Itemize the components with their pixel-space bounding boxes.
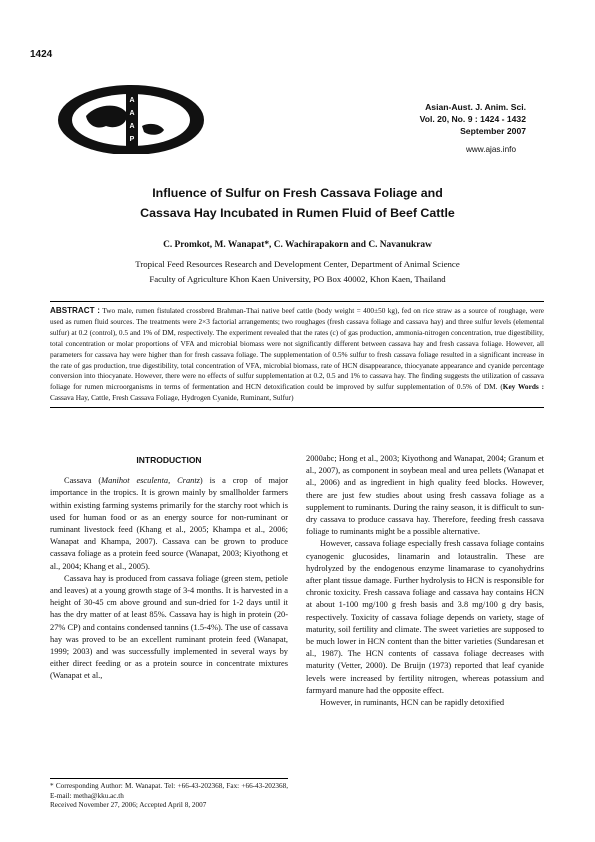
paragraph-text: Cassava ( bbox=[64, 476, 102, 486]
affiliation-line: Faculty of Agriculture Khon Kaen University, PO Box 40002, Khon Kaen, Thailand bbox=[149, 274, 446, 284]
abstract-body: Two male, rumen fistulated crossbred Brahman-Thai native beef cattle (body weight = 400±50 kg), fed on rice straw as a source of roughage, were used as rumen fluid sources. The treatments were 2×3 factorial arrangements; two roughages (fresh cassava foliage and cassava hay) and three sulfur levels (elemental sulfur) at 0.2 (control), 0.5 and 1% of DM, respectively. The experiment revealed that the rates (c) of gas production, ammonia-nitrogen concentration, true digestibility, total concentration or molar proportions of VFA and microbial biomass were not significantly different between cassava hay and fresh cassava foliage. However, all parameters for cassava hay were higher than for fresh cassava foliage. The supplementation of 0.5% sulfur to fresh cassava foliage resulted in a significant increase in the rate of gas production, true digestibility, total concentration of VFA, microbial biomass, rate of HCN disappearance, thiocyanate appearance and cyanide percentage conversion into thiocyanate. However, there were no effects of sulfur supplementation at 0.2, 0.5 and 1% to cassava hay. The finding suggests the utilization of cassava foliage for rumen microorganisms in terms of fermentation and HCN detoxification could be improved by sulfur supplementation of 0.5% of DM. ( bbox=[50, 306, 544, 392]
logo-letter: A bbox=[129, 110, 135, 117]
authors: C. Promkot, M. Wanapat*, C. Wachirapakorn and C. Navanukraw bbox=[163, 240, 432, 250]
species-name: Manihot esculenta, Crantz bbox=[101, 476, 200, 486]
page-number: 1424 bbox=[30, 49, 53, 60]
journal-volume: Vol. 20, No. 9 : 1424 - 1432 bbox=[419, 114, 526, 124]
paragraph: However, cassava foliage especially fresh cassava foliage contains cyanogenic glucosides, linamarin and lotaustralin. These are hydrolyzed by the endogenous enzyme linamarase to cyanohydrins after plant tissue damage. Further hydrolysis to HCN is responsible for chronic toxicity. Fresh cassava foliage and cassava hay contains HCN at about 1-100 mg/100 g fresh basis and 3.8 mg/100 g dry basis, respectively. Toxicity of cassava foliage depends on variety, stage of maturity, soil fertility and climate. The sweet varieties are supposed to be much lower in HCN content than the bitter varieties (Sundaresan et al., 1987). The HCN contents of cassava foliage decreases with maturity (Vetter, 2000). De Bruijn (1973) reported that leaf cyanide levels were increased by fertility nitrogen, whereas potassium and farmyard manure had the opposite effect. bbox=[306, 539, 544, 695]
title-line: Cassava Hay Incubated in Rumen Fluid of Beef Cattle bbox=[140, 206, 455, 220]
keywords: Cassava Hay, Cattle, Fresh Cassava Foliage, Hydrogen Cyanide, Ruminant, Sulfur) bbox=[50, 393, 294, 403]
abstract-label: ABSTRACT : bbox=[50, 306, 101, 315]
corresponding-author: * Corresponding Author: M. Wanapat. Tel: +66-43-202368, Fax: +66-43-202368, E-mail: metha@kku.ac.th bbox=[50, 782, 288, 800]
footnote bbox=[50, 778, 288, 811]
journal-info bbox=[420, 101, 526, 137]
journal-name: Asian-Aust. J. Anim. Sci. bbox=[425, 102, 526, 112]
title-line: Influence of Sulfur on Fresh Cassava Foliage and bbox=[152, 186, 443, 200]
paragraph: 2000abc; Hong et al., 2003; Kiyothong and Wanapat, 2004; Granum et al., 2007), as component in soybean meal and urea pellets (Wanapat et al., 2006) and as ingredient in high quality feed blocks. However, there are just few studies about using fresh cassava foliage as a supplement to ruminants. During the rainy season, it is difficult to sun-dry cassava to produce cassava hay. Therefore, feeding fresh cassava foliage to ruminants might be a possible alternative. bbox=[306, 454, 544, 537]
paper-title bbox=[0, 183, 595, 223]
affiliation bbox=[0, 257, 595, 287]
abstract bbox=[50, 301, 544, 408]
affiliation-line: Tropical Feed Resources Research and Development Center, Department of Animal Science bbox=[135, 259, 460, 269]
journal-date: September 2007 bbox=[460, 126, 526, 136]
right-column bbox=[306, 453, 544, 709]
keywords-label: Key Words : bbox=[502, 382, 544, 392]
paragraph bbox=[50, 475, 288, 573]
aaaap-logo bbox=[56, 80, 206, 154]
journal-website[interactable]: www.ajas.info bbox=[465, 145, 516, 154]
left-column bbox=[50, 451, 288, 683]
section-heading: INTRODUCTION bbox=[136, 455, 202, 465]
paragraph: Cassava hay is produced from cassava foliage (green stem, petiole and leaves) at a young growth stage of 3-4 months. It is harvested in a height of 30-45 cm above ground and sun-dried for 1-2 days until it has the dry matter of at least 85%. Cassava hay is high in protein (20-27% CP) and contains condensed tannins (1.5-4%). The use of cassava hay was proved to be an excellent ruminant protein feed (Wanapat, 1999; 2003) and was successfully implemented in several ways by either direct feeding or as a protein source in concentrate mixtures (Wanapat et al., bbox=[50, 573, 288, 681]
logo-letter: P bbox=[129, 136, 135, 143]
aaaap-emblem-icon bbox=[56, 80, 206, 154]
logo-letter: A bbox=[129, 97, 135, 104]
received-dates: Received November 27, 2006; Accepted April 8, 2007 bbox=[50, 801, 207, 809]
paragraph: However, in ruminants, HCN can be rapidly detoxified bbox=[320, 698, 505, 708]
logo-letter: A bbox=[129, 123, 135, 130]
paragraph-text: ) is a crop of major importance in the tropics. It is grown mainly by smallholder farmers within existing farming systems primarily for the starchy root which is used for human food or as an energy source for non-ruminant or ruminant livestock feed (Khang et al., 2005; Khampa et al., 2006; Wanapat and Khampa, 2007). Cassava can be grown to produce cassava foliage as a protein feed source (Wanapat, 2003; Kiyothong et al., 2004; Khang et al., 2005). bbox=[50, 476, 288, 571]
